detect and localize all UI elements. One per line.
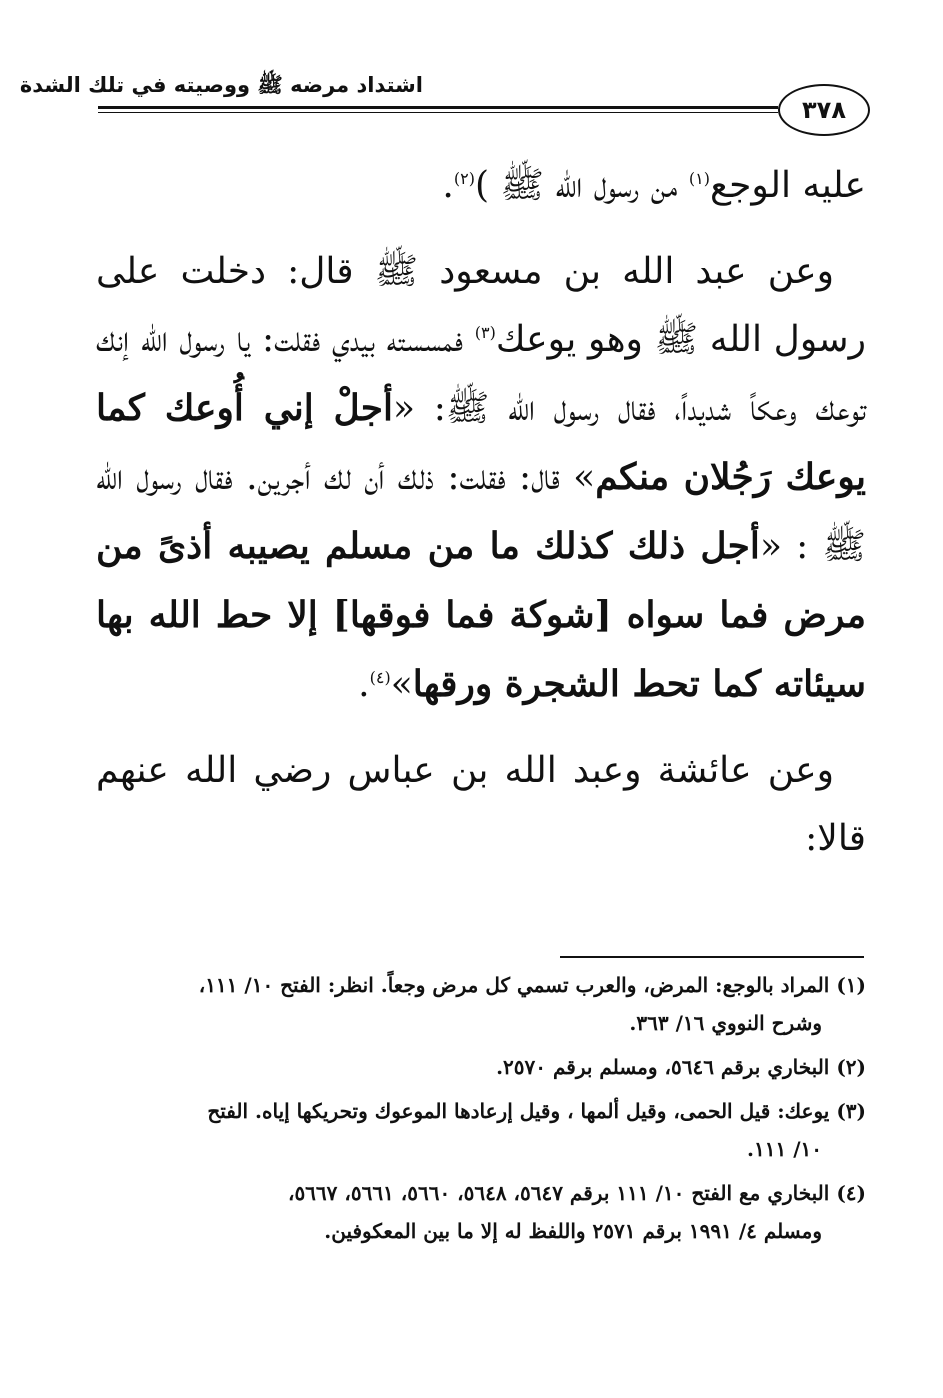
p1-text-b: من رسول الله ﷺ ) <box>474 165 689 206</box>
footnote-ref-1: (١) <box>688 169 710 188</box>
header-rule-thick <box>98 106 778 109</box>
footnote-line: المراد بالوجع: المرض، والعرب تسمي كل مرض وجعاً. انظر: الفتح ١٠/ ١١١، <box>198 973 830 997</box>
hadith-quote-2: أجل ذلك كذلك ما من مسلم يصيبه أذىً من مرض فما سواه [شوكة فما فوقها] إلا حط الله بها سيئاته كما تحط الشجرة ورقها <box>96 525 866 705</box>
p1-text-c: . <box>442 165 454 206</box>
footnote-line: ومسلم ٤/ ١٩٩١ برقم ٢٥٧١ واللفظ له إلا ما بين المعكوفين. <box>324 1219 822 1243</box>
p2-text-a: وعن عبد الله بن مسعود ﷺ قال: دخلت على رسول الله ﷺ وهو يوعك <box>96 251 866 360</box>
paragraph-2 <box>96 238 866 719</box>
p1-text-a: عليه الوجع <box>710 165 866 206</box>
footnote-number: (٢) <box>836 1055 866 1079</box>
footnote-separator <box>560 956 864 958</box>
p2-text-e: . <box>358 664 370 705</box>
hadith-quote-1: أجلْ إني أُوعك كما يوعك رَجُلان منكم <box>96 387 866 498</box>
header-rule-thin <box>98 112 778 113</box>
footnote-line: البخاري مع الفتح ١٠/ ١١١ برقم ٥٦٤٧، ٥٦٤٨، ٥٦٦٠، ٥٦٦١، ٥٦٦٧، <box>287 1181 830 1205</box>
footnotes <box>96 966 866 1256</box>
paragraph-3 <box>96 737 866 873</box>
footnote-line: وشرح النووي ١٦/ ٣٦٣. <box>629 1011 822 1035</box>
footnote-number: (٤) <box>836 1181 866 1205</box>
page-number: ٣٧٨ <box>778 84 870 136</box>
p3-text: وعن عائشة وعبد الله بن عباس رضي الله عنهم قالا: <box>96 750 866 859</box>
footnote-1 <box>96 966 866 1042</box>
footnote-line: البخاري برقم ٥٦٤٦، ومسلم برقم ٢٥٧٠. <box>496 1055 830 1079</box>
main-text <box>96 152 866 891</box>
footnote-3 <box>96 1092 866 1168</box>
footnote-2 <box>96 1048 866 1086</box>
paragraph-1 <box>96 152 866 220</box>
footnote-ref-4: (٤) <box>369 668 391 687</box>
footnote-number: (١) <box>836 973 866 997</box>
footnote-line: ١٠/ ١١١. <box>747 1137 822 1161</box>
running-header-title: اشتداد مرضه ﷺ ووصيته في تلك الشدة <box>19 73 423 97</box>
footnote-ref-3: (٣) <box>474 323 496 342</box>
footnote-line: يوعك: قيل الحمى، وقيل ألمها ، وقيل إرعادها الموعوك وتحريكها إياه. الفتح <box>207 1099 830 1123</box>
p2-text-c: » قال: فقلت: ذلك أن لك أجرين. فقال رسول الله ﷺ : « <box>96 457 866 567</box>
footnote-ref-2: (٢) <box>453 169 475 188</box>
p2-text-b: فمسسته بيدي فقلت: يا رسول الله إنك توعك وعكاً شديداً، فقال رسول الله ﷺ: « <box>96 319 866 429</box>
footnote-4 <box>96 1174 866 1250</box>
p2-text-d: » <box>390 664 413 705</box>
footnote-number: (٣) <box>836 1099 866 1123</box>
